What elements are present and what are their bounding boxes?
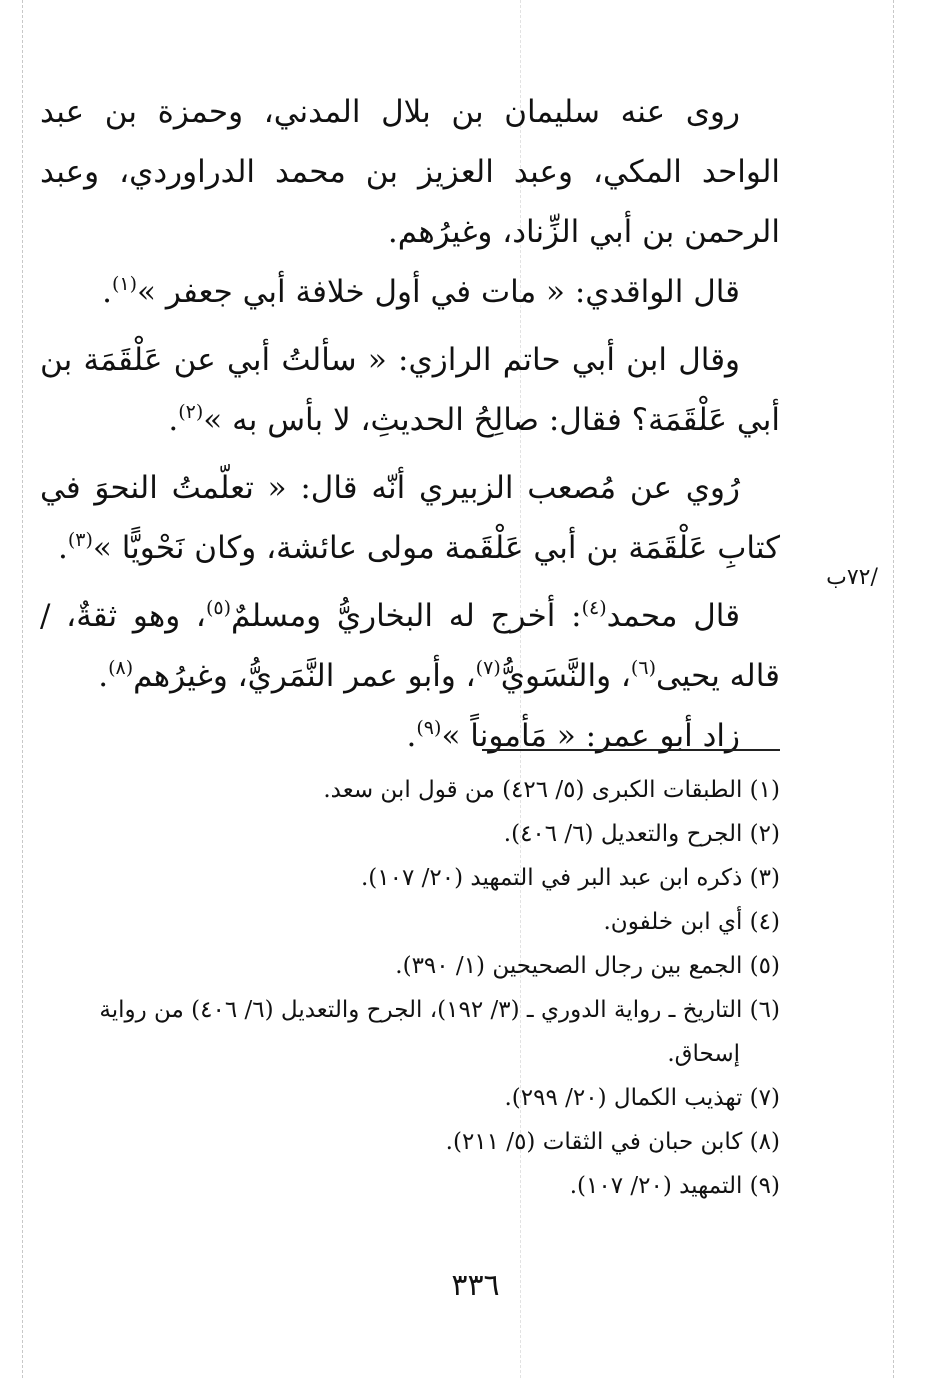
- footnote-ref: (٢): [178, 401, 204, 423]
- paragraph-muhammad: [40, 586, 780, 706]
- footnote-7: (٧) تهذيب الكمال (٢٠/ ٢٩٩).: [504, 1085, 780, 1111]
- scan-edge-right: [893, 0, 894, 1378]
- paragraph-text: روى عنه سليمان بن بلال المدني، وحمزة بن عبد الواحد المكي، وعبد العزيز بن محمد الدراوردي، وعبد الرحمن بن أبي الزِّناد، وغيرُهم.: [40, 94, 780, 250]
- footnote-6: (٦) التاريخ ـ رواية الدوري ـ (٣/ ١٩٢)، الجرح والتعديل (٦/ ٤٠٦) من رواية: [99, 997, 780, 1023]
- paragraph-text: ، والنَّسَويُّ: [500, 658, 631, 694]
- footnote-ref: (٧): [475, 657, 501, 679]
- period: .: [102, 274, 112, 310]
- paragraph-text: قال محمد: [606, 598, 741, 634]
- paragraph-text: قال الواقدي: « مات في أول خلافة أبي جعفر »: [137, 274, 740, 310]
- footnote-ref: (٨): [108, 657, 134, 679]
- footnote-ref: (١): [111, 273, 138, 295]
- footnote-4: (٤) أي ابن خلفون.: [603, 909, 780, 935]
- paragraph-waqidi: [40, 262, 780, 322]
- paragraph-zubayri: [40, 458, 780, 578]
- footnote-6-continued: إسحاق.: [667, 1041, 740, 1067]
- footnote-2: (٢) الجرح والتعديل (٦/ ٤٠٦).: [503, 821, 780, 847]
- paragraph-text: زاد أبو عمر: « مَأموناً »: [441, 718, 740, 754]
- paragraph-text: رُوي عن مُصعب الزبيري أنّه قال: « تعلّمتُ النحوَ في كتابِ عَلْقَمَة بن أبي عَلْقَمة مولى عائشة، وكان نَحْويًّا »: [40, 470, 780, 566]
- page-number: ٣٣٦: [451, 1268, 500, 1303]
- period: .: [57, 530, 68, 566]
- footnote-ref: (٤): [581, 597, 607, 619]
- main-text: [40, 82, 780, 766]
- footnote-ref: (٩): [416, 717, 442, 739]
- footnote-ref: (٣): [67, 529, 93, 551]
- footnote-9: (٩) التمهيد (٢٠/ ١٠٧).: [569, 1173, 780, 1199]
- footnote-ref: (٥): [205, 597, 232, 619]
- footnote-ref: (٦): [630, 657, 656, 679]
- paragraph-text: وقال ابن أبي حاتم الرازي: « سألتُ أبي عن عَلْقَمَة بن أبي عَلْقَمَة؟ فقال: صالِحُ الحديثِ، لا بأس به »: [40, 342, 780, 438]
- paragraph-text: ، وأبو عمر النَّمَريُّ، وغيرُهم: [133, 658, 476, 694]
- period: .: [168, 402, 179, 438]
- paragraph-narrators: [40, 82, 780, 262]
- footnote-8: (٨) كابن حبان في الثقات (٥/ ٢١١).: [445, 1129, 780, 1155]
- paragraph-text: ، وهو ثقةٌ، / قاله يحيى: [40, 598, 780, 694]
- footnote-5: (٥) الجمع بين رجال الصحيحين (١/ ٣٩٠).: [395, 953, 780, 979]
- scan-edge-left: [22, 0, 23, 1378]
- footnote-1: (١) الطبقات الكبرى (٥/ ٤٢٦) من قول ابن سعد.: [323, 777, 780, 803]
- footnote-separator: [482, 749, 780, 751]
- period: .: [406, 718, 417, 754]
- paragraph-ibn-abi-hatim: [40, 330, 780, 450]
- footnote-3: (٣) ذكره ابن عبد البر في التمهيد (٢٠/ ١٠٧).: [360, 865, 780, 891]
- paragraph-abu-umar: [40, 706, 780, 766]
- period: .: [98, 658, 109, 694]
- footnotes: [40, 768, 780, 1208]
- paragraph-text: : أخرج له البخاريُّ ومسلمٌ: [231, 598, 582, 634]
- folio-margin-note: /٧٢ب: [826, 565, 878, 590]
